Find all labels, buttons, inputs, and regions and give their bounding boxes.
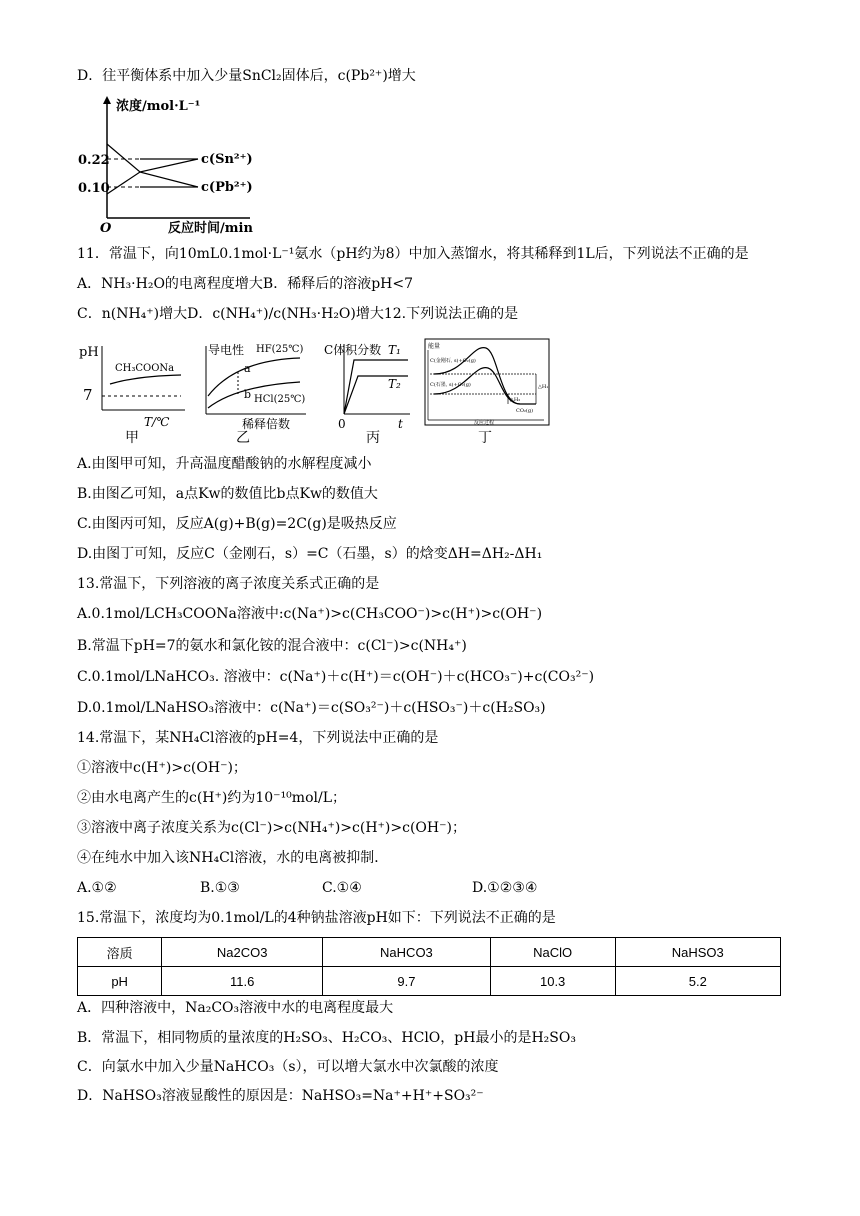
yi-y-label: 导电性 bbox=[208, 343, 245, 357]
yi-curve1-label: HF(25℃) bbox=[256, 344, 304, 355]
table-header-cell: Na2CO3 bbox=[162, 938, 323, 967]
jia-tick-7: 7 bbox=[83, 386, 93, 404]
q15-stem: 15.常温下，浓度均为0.1mol/L的4种钠盐溶液pH如下：下列说法不正确的是 bbox=[77, 910, 556, 926]
q13-stem: 13.常温下，下列溶液的离子浓度关系式正确的是 bbox=[77, 576, 380, 592]
q11-stem: 11．常温下，向10mL0.1mol·L⁻¹氨水（pH约为8）中加入蒸馏水，将其稀释到1L后，下列说法不正确的是 bbox=[77, 246, 749, 262]
table-cell: pH bbox=[78, 967, 162, 996]
figure-ding bbox=[424, 338, 550, 446]
table-cell: 9.7 bbox=[323, 967, 491, 996]
q15-option-c: C．向氯水中加入少量NaHCO₃（s），可以增大氯水中次氯酸的浓度 bbox=[77, 1059, 499, 1075]
q12-option-d: D.由图丁可知，反应C（金刚石，s）=C（石墨，s）的焓变ΔH=ΔH₂-ΔH₁ bbox=[77, 546, 543, 562]
jia-x-label: T/℃ bbox=[144, 415, 170, 429]
y-axis-label: 浓度/mol·L⁻¹ bbox=[116, 99, 201, 114]
q13-option-b: B.常温下pH=7的氨水和氯化铵的混合液中：c(Cl⁻)>c(NH₄⁺) bbox=[77, 638, 467, 654]
q12-option-a: A.由图甲可知，升高温度醋酸钠的水解程度减小 bbox=[77, 456, 372, 472]
yi-x-label: 稀释倍数 bbox=[242, 417, 291, 431]
q15-option-a: A．四种溶液中，Na₂CO₃溶液中水的电离程度最大 bbox=[77, 1000, 394, 1016]
q13-option-c: C.0.1mol/LNaHCO₃. 溶液中：c(Na⁺)＋c(H⁺)＝c(OH⁻)＋c(HCO₃⁻)+c(CO₃²⁻) bbox=[77, 669, 595, 685]
ding-x-label: 反应过程 bbox=[474, 420, 495, 426]
bing-origin: 0 bbox=[338, 417, 346, 431]
ding-dh2: △H₂ bbox=[510, 397, 521, 403]
table-header-cell: 溶质 bbox=[78, 938, 162, 967]
table-header-cell: NaHSO3 bbox=[615, 938, 780, 967]
ding-l2: C(石墨, s)+O₂(g) bbox=[430, 382, 471, 388]
q11-options-cd: C．n(NH₄⁺)增大D．c(NH₄⁺)/c(NH₃·H₂O)增大12.下列说法正确的是 bbox=[77, 306, 519, 322]
tick-0-22: 0.22 bbox=[78, 153, 110, 168]
table-cell: 5.2 bbox=[615, 967, 780, 996]
yi-caption: 乙 bbox=[236, 430, 250, 446]
table-header-cell: NaClO bbox=[490, 938, 615, 967]
pb-curve bbox=[107, 172, 198, 194]
figure-jia bbox=[77, 338, 189, 446]
bing-y-label: C体积分数 bbox=[324, 343, 382, 357]
q11-options-ab: A．NH₃·H₂O的电离程度增大B．稀释后的溶液pH<7 bbox=[77, 276, 414, 292]
q12-option-b: B.由图乙可知，a点Kw的数值比b点Kw的数值大 bbox=[77, 486, 378, 502]
ph-table bbox=[77, 937, 781, 996]
bing-t1-label: T₁ bbox=[388, 343, 401, 357]
table-row bbox=[78, 967, 781, 996]
q15-option-d: D．NaHSO₃溶液显酸性的原因是：NaHSO₃=Na⁺+H⁺+SO₃²⁻ bbox=[77, 1088, 484, 1104]
figure-bing bbox=[318, 338, 416, 446]
q14-option-d: D.①②③④ bbox=[472, 880, 538, 896]
yi-hf-curve bbox=[208, 358, 300, 396]
jia-curve bbox=[110, 375, 181, 384]
yi-curve2-label: HCl(25℃) bbox=[254, 394, 306, 405]
origin-label: O bbox=[100, 221, 112, 236]
jia-y-label: pH bbox=[79, 345, 99, 360]
q10-option-d: D．往平衡体系中加入少量SnCl₂固体后，c(Pb²⁺)增大 bbox=[77, 68, 416, 84]
sn-curve-label: c(Sn²⁺) bbox=[201, 152, 253, 167]
q12-option-c: C.由图丙可知，反应A(g)+B(g)=2C(g)是吸热反应 bbox=[77, 516, 397, 532]
table-cell: 10.3 bbox=[490, 967, 615, 996]
table-header-cell: NaHCO3 bbox=[323, 938, 491, 967]
x-axis-label: 反应时间/min bbox=[168, 221, 253, 236]
jia-curve-label: CH₃COONa bbox=[115, 363, 175, 374]
q14-option-b: B.①③ bbox=[200, 880, 240, 896]
pb-curve-label: c(Pb²⁺) bbox=[201, 180, 253, 195]
q14-item-2: ②由水电离产生的c(H⁺)约为10⁻¹⁰mol/L； bbox=[77, 790, 346, 806]
ding-l3: CO₂(g) bbox=[516, 408, 534, 414]
ding-caption: 丁 bbox=[478, 430, 492, 446]
q13-option-d: D.0.1mol/LNaHSO₃溶液中：c(Na⁺)＝c(SO₃²⁻)＋c(HSO₃⁻)＋c(H₂SO₃) bbox=[77, 700, 546, 716]
q14-item-3: ③溶液中离子浓度关系为c(Cl⁻)>c(NH₄⁺)>c(H⁺)>c(OH⁻)； bbox=[77, 820, 466, 836]
sn-curve bbox=[107, 144, 198, 172]
bing-x-label: t bbox=[398, 417, 403, 431]
q14-item-4: ④在纯水中加入该NH₄Cl溶液，水的电离被抑制． bbox=[77, 850, 389, 866]
ding-l1: C(金刚石, s)+O₂(g) bbox=[430, 358, 476, 364]
table-header-row bbox=[78, 938, 781, 967]
q14-option-c: C.①④ bbox=[322, 880, 362, 896]
q14-option-a: A.①② bbox=[77, 880, 117, 896]
ding-dh1: △H₁ bbox=[538, 384, 549, 390]
bing-caption: 丙 bbox=[366, 430, 380, 446]
figure-yi bbox=[196, 338, 308, 446]
ding-curve-diamond bbox=[434, 348, 536, 404]
bing-t2-label: T₂ bbox=[388, 377, 401, 391]
q13-option-a: A.0.1mol/LCH₃COONa溶液中:c(Na⁺)>c(CH₃COO⁻)>c(H⁺)>c(OH⁻) bbox=[77, 606, 543, 622]
q14-item-1: ①溶液中c(H⁺)>c(OH⁻)； bbox=[77, 760, 247, 776]
y-axis-arrow bbox=[103, 96, 111, 104]
tick-0-10: 0.10 bbox=[78, 181, 110, 196]
concentration-time-graph bbox=[70, 92, 280, 236]
table-cell: 11.6 bbox=[162, 967, 323, 996]
yi-point-b: b bbox=[244, 388, 252, 401]
yi-point-a: a bbox=[244, 362, 251, 375]
q15-option-b: B．常温下，相同物质的量浓度的H₂SO₃、H₂CO₃、HClO，pH最小的是H₂SO₃ bbox=[77, 1030, 576, 1046]
ding-y-label: 能量 bbox=[428, 343, 441, 350]
jia-caption: 甲 bbox=[125, 430, 139, 446]
q14-stem: 14.常温下，某NH₄Cl溶液的pH=4，下列说法中正确的是 bbox=[77, 730, 439, 746]
